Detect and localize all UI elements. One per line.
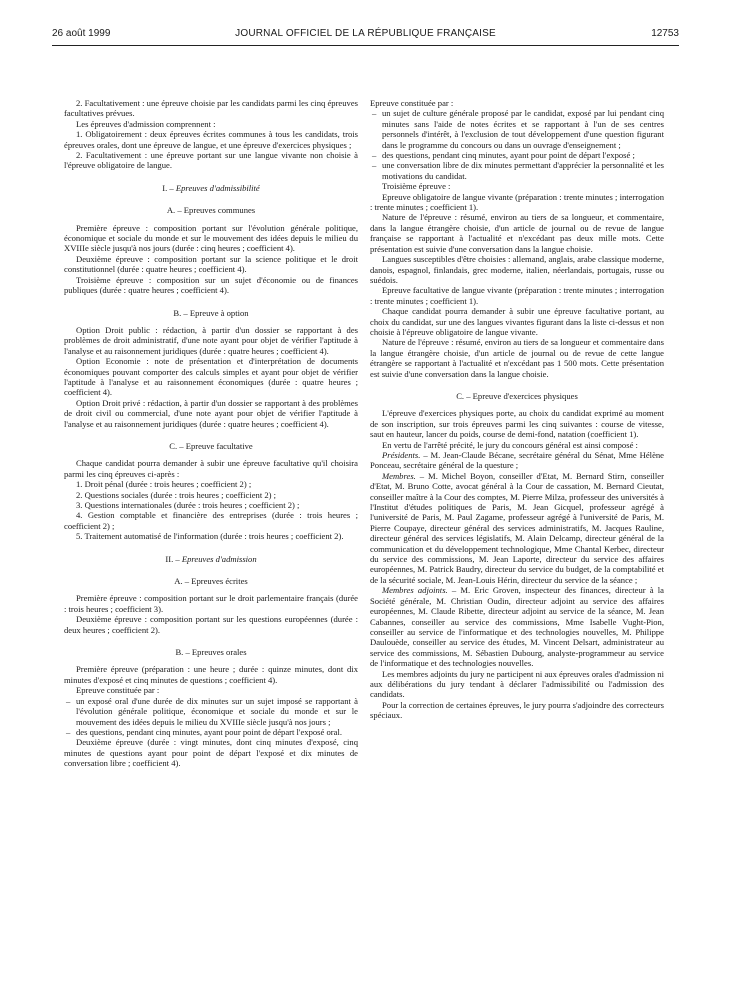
jury-label: Membres adjoints. [382,585,448,596]
paragraph: 2. Facultativement : une épreuve choisie par les candidats parmi les cinq épreuves facultatives prévues. [64,98,358,119]
jury-text: – M. Michel Boyon, conseiller d'Etat, M. Bernard Stirn, conseiller d'Etat, M. Bruno Cotte, avocat général à la Cour de cassation, M. Bernard Cieutat, conseiller maître à la Cour des comptes, M. Pierre Milza, professeur des universités à l'Institut d'études politiques de Paris, M. Jean Gicquel, professeur agrégé à l'université de Paris, M. Paul Zagame, professeur agrégé à l'université de Paris, M. Pierre Coupaye, directeur général des services administratifs, M. Jacques Rauline, directeur général des services législatifs, M. Alain Delcamp, directeur général de la communication et du développement technologique, Mme Chantal Kerbec, directeur du service des commissions, M. Jean Laporte, directeur du service des affaires européennes, M. Patrick Baudry, directeur du service du budget, de la comptabilité et de la sécurité sociale, M. Jean-Louis Hérin, directeur du service de la séance ; [370,470,664,585]
paragraph: Troisième épreuve : [382,181,451,192]
paragraph: Option Droit public : rédaction, à partir d'un dossier se rapportant à des problèmes de droit administratif, d'une note ayant pour objet de vérifier l'aptitude à l'analyse et au raisonnement juridiques (durée : quatre heures ; coefficient 4). [64,324,358,356]
paragraph: 2. Facultativement : une épreuve portant sur une langue vivante non choisie à l'épreuve obligatoire de langue. [64,150,358,171]
section-heading-admission [64,554,358,564]
paragraph: Première épreuve : composition portant sur l'évolution générale politique, économique et sociale du monde et sur le mouvement des idées depuis le milieu du XVIIIe siècle jusqu'à nos jours (durée : cinq heures ; coefficient 4). [64,222,358,254]
left-column [64,98,358,769]
paragraph: Deuxième épreuve (durée : vingt minutes, dont cinq minutes d'exposé, cinq minutes de questions ayant pour point de départ l'exposé et dix minutes de conversation libre ; coefficient 4). [64,737,358,769]
header-rule [52,45,679,46]
paragraph: Nature de l'épreuve : résumé, environ au tiers de sa longueur, et commentaire, dans la langue étrangère choisie, d'un article de journal ou de revue de langue française se rapportant à l'actualité et n'excédant pas deux mille mots. Cette présentation est suivie d'une conversation dans la langue choisie. [370,212,664,254]
jury-label: Membres. [382,470,416,481]
dash-list [370,108,664,181]
paragraph: Option Economie : note de présentation et d'interprétation de documents économiques pouvant comporter des calculs simples et ayant pour objet de vérifier l'aptitude à l'analyse et au raisonnement économiques (durée : quatre heures ; coefficient 4). [64,356,358,398]
paragraph: Les membres adjoints du jury ne participent ni aux épreuves orales d'admission ni aux délibérations du jury tendant à déclarer l'admissibilité ou l'admission des candidats. [370,668,664,700]
list-item: – une conversation libre de dix minutes permettant d'apprécier la personnalité et les motivations du candidat. [370,160,664,181]
page-header [52,28,679,44]
list-item: – un sujet de culture générale proposé par le candidat, exposé par lui pendant cinq minutes sans l'aide de notes écrites et se rapportant à l'un de ses centres personnels d'intérêt, à l'exclusion de tout développement d'une question figurant dans le programme du concours ou dans un ouvrage d'enseignement ; [370,108,664,150]
right-column [370,98,664,721]
paragraph: 1. Obligatoirement : deux épreuves écrites communes à tous les candidats, trois épreuves orales, dont une épreuve de langue, et une épreuve d'exercices physiques ; [64,129,358,150]
paragraph: En vertu de l'arrêté précité, le jury du concours général est ainsi composé : [382,439,638,450]
list-item: 5. Traitement automatisé de l'information (durée : trois heures ; coefficient 2). [76,531,344,542]
list-item: 2. Questions sociales (durée : trois heures ; coefficient 2) ; [76,489,277,500]
list-item: 1. Droit pénal (durée : trois heures ; coefficient 2) ; [76,479,252,490]
paragraph: Option Droit privé : rédaction, à partir d'un dossier se rapportant à des problèmes de droit civil ou commercial, d'une note ayant pour objet de vérifier l'aptitude à l'analyse et au raisonnement juridiques (durée : quatre heures ; coefficient 4). [64,397,358,429]
list-item: – des questions, pendant cinq minutes, ayant pour point de départ l'exposé oral. [64,727,358,737]
jury-presidents [370,450,664,471]
paragraph: Chaque candidat pourra demander à subir une épreuve facultative portant, au choix du candidat, sur une des langues vivantes figurant dans la liste ci-dessus et non choisie à l'épreuve obligatoire de langue vivante. [370,306,664,337]
jury-label: Présidents. [382,450,421,460]
jury-text: – M. Eric Groven, inspecteur des finances, directeur à la Société générale, M. Christian Oudin, directeur adjoint au service des affaires européennes, M. Claude Ribette, directeur adjoint au service de la séance, M. Jean Cabannes, conseiller au service des commissions, Mme Isabelle Vught-Pion, conseiller au service de l'informatique et des technologies nouvelles, M. Philippe Daulouède, conseiller au service des études, M. Vincent Delsart, administrateur au service des commissions, M. Sébastien Dubourg, analyste-programmeur au service de l'informatique et des technologies nouvelles. [370,585,664,669]
paragraph: Pour la correction de certaines épreuves, le jury pourra s'adjoindre des correcteurs spéciaux. [370,699,664,721]
paragraph: Première épreuve (préparation : une heure ; durée : quinze minutes, dont dix minutes d'exposé et cinq minutes de questions ; coefficient 4). [64,664,358,685]
subsection-heading: A. – Epreuves communes [166,205,256,216]
paragraph: Première épreuve : composition portant sur le droit parlementaire français (durée : trois heures ; coefficient 3). [64,593,358,614]
section-title: Epreuves d'admissibilité [175,182,260,193]
list-item: – des questions, pendant cinq minutes, ayant pour point de départ l'exposé ; [370,150,664,160]
paragraph: Langues susceptibles d'être choisies : allemand, anglais, arabe classique moderne, danois, espagnol, finlandais, grec moderne, italien, néerlandais, portugais, russe ou suédois. [370,254,664,285]
subsection-heading: A. – Epreuves écrites [174,576,248,587]
subsection-heading: B. – Epreuve à option [173,307,249,318]
paragraph: Chaque candidat pourra demander à subir une épreuve facultative qu'il choisira parmi les cinq épreuves ci-après : [64,458,358,479]
section-number: I. – [162,182,174,193]
paragraph: Epreuve obligatoire de langue vivante (préparation : trente minutes ; interrogation : trente minutes ; coefficient 1). [370,191,664,213]
paragraph: L'épreuve d'exercices physiques porte, au choix du candidat exprimé au moment de son inscription, sur trois épreuves parmi les cinq suivantes : course de vitesse, saut en hauteur, lancer du poids, course de demi-fond, natation (coefficient 1). [370,408,664,440]
header-page-number: 12753 [651,28,679,39]
subsection-heading: C. – Epreuve facultative [169,440,253,451]
paragraph: Troisième épreuve : composition sur un sujet d'économie ou de finances publiques (durée : quatre heures ; coefficient 4). [64,274,358,296]
optional-exam-list [64,479,358,541]
list-item: 4. Gestion comptable et financière des entreprises (durée : trois heures ; coefficient 2) ; [64,510,358,531]
paragraph: Deuxième épreuve : composition portant sur les questions européennes (durée : deux heures ; coefficient 2). [64,614,358,635]
section-title: Epreuves d'admission [181,553,257,564]
paragraph: Deuxième épreuve : composition portant sur la science politique et le droit constitutionnel (durée : quatre heures ; coefficient 4). [64,253,358,275]
paragraph: Nature de l'épreuve : résumé, environ au tiers de sa longueur et commentaire dans la langue étrangère choisie, d'un article de journal ou de revue de cette langue étrangère se rapportant à l'actualité et n'excédant pas 1 500 mots. Cette présentation est suivie d'une conversation dans la langue choisie. [370,337,664,379]
paragraph: Les épreuves d'admission comprennent : [76,118,216,129]
paragraph: Epreuve constituée par : [370,98,454,108]
jury-adjoints [370,585,664,668]
jury-members [370,471,664,585]
section-number: II. – [165,553,180,564]
header-date: 26 août 1999 [52,28,111,39]
jury-text: – M. Jean-Claude Bécane, secrétaire général du Sénat, Mme Hélène Ponceau, secrétaire général de la questure ; [370,450,664,471]
subsection-heading: B. – Epreuves orales [175,647,247,658]
section-heading-admissibilite [64,183,358,193]
header-title: JOURNAL OFFICIEL DE LA RÉPUBLIQUE FRANÇAISE [235,28,496,39]
paragraph: Epreuve facultative de langue vivante (préparation : trente minutes ; interrogation : trente minutes ; coefficient 1). [370,285,664,306]
list-item: 3. Questions internationales (durée : trois heures ; coefficient 2) ; [76,500,300,510]
paragraph: Epreuve constituée par : [76,685,160,696]
list-item: – un exposé oral d'une durée de dix minutes sur un sujet imposé se rapportant à l'évolution générale politique, économique et sociale du monde et sur le mouvement des idées depuis le milieu du XVIIIe siècle jusqu'à nos jours ; [64,696,358,727]
dash-list [64,696,358,738]
subsection-heading: C. – Epreuve d'exercices physiques [456,390,578,401]
